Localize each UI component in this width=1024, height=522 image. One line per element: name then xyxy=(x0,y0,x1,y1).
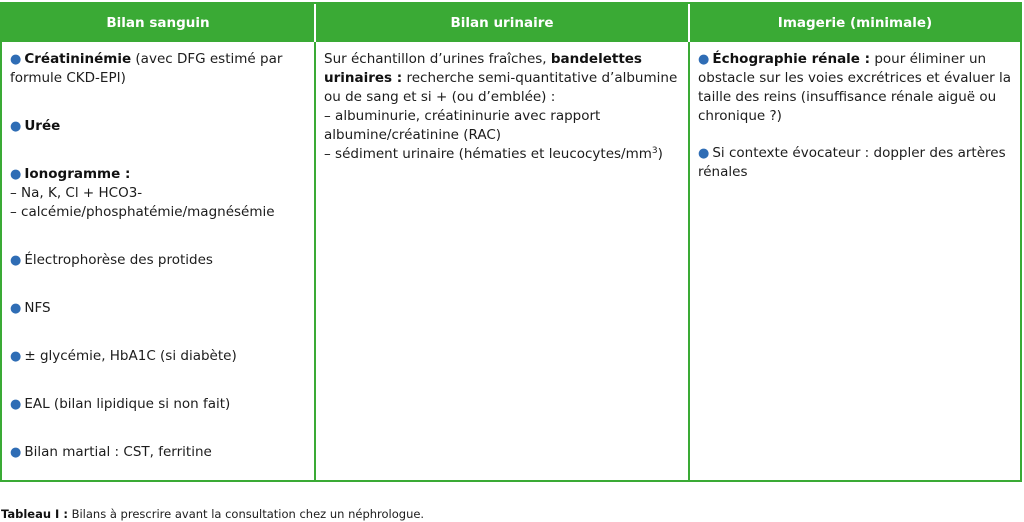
item-doppler: ● Si contexte évocateur : doppler des artères rénales xyxy=(698,145,1006,180)
bullet-icon: ● xyxy=(10,301,22,316)
item-bandelettes: Sur échantillon d’urines fraîches, bandelettes urinaires : recherche semi-quantitative d’albumine ou de sang et si + (ou d’emblée) : – albuminurie, créatininurie avec rapport albumine/créatinine (RAC) – sédiment urinaire (hématies et leucocytes/$mm^3$) xyxy=(324,51,678,162)
cell-imagerie xyxy=(688,42,1020,480)
item-creatininemie: ● Créatininémie (avec DFG estimé par formule CKD-EPI) xyxy=(10,51,283,86)
bullet-icon: ● xyxy=(10,52,22,67)
bullet-icon: ● xyxy=(10,397,22,412)
bullet-icon: ● xyxy=(10,119,22,134)
item-glycemie: ● ± glycémie, HbA1C (si diabète) xyxy=(10,348,237,364)
header-imagerie: Imagerie (minimale) xyxy=(688,4,1020,42)
item-eal: ● EAL (bilan lipidique si non fait) xyxy=(10,396,231,412)
bullet-icon: ● xyxy=(10,445,22,460)
cell-bilan-sanguin xyxy=(2,42,314,480)
bullet-icon: ● xyxy=(698,52,710,67)
item-uree: ● Urée xyxy=(10,118,61,134)
cell-bilan-urinaire xyxy=(314,42,688,480)
bullet-icon: ● xyxy=(10,253,22,268)
header-bilan-sanguin: Bilan sanguin xyxy=(2,4,314,42)
item-bilan-martial: ● Bilan martial : CST, ferritine xyxy=(10,444,212,460)
bullet-icon: ● xyxy=(10,349,22,364)
bullet-icon: ● xyxy=(698,146,710,161)
item-nfs: ● NFS xyxy=(10,300,51,316)
item-electrophorese: ● Électrophorèse des protides xyxy=(10,252,213,268)
prescription-table xyxy=(0,2,1022,482)
table-caption: Tableau I : Bilans à prescrire avant la consultation chez un néphrologue. xyxy=(1,507,425,521)
bullet-icon: ● xyxy=(10,167,22,182)
header-bilan-urinaire: Bilan urinaire xyxy=(314,4,688,42)
item-ionogramme: ● Ionogramme : – Na, K, Cl + HCO3- – calcémie/phosphatémie/magnésémie xyxy=(10,166,275,220)
item-echographie: ● Échographie rénale : pour éliminer un obstacle sur les voies excrétrices et évaluer la taille des reins (insuffisance rénale aiguë ou chronique ?) xyxy=(698,51,1012,124)
